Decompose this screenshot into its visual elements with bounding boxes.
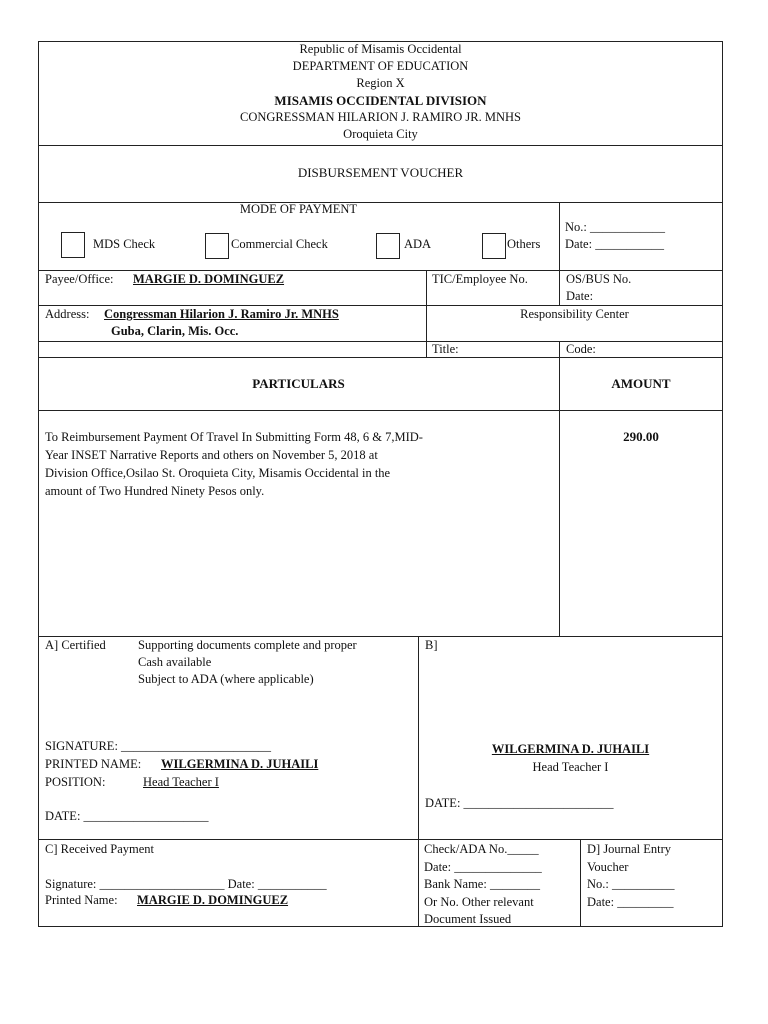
journal-entry-line: Date: _________ [587,894,674,909]
journal-entry-line: Voucher [587,859,629,874]
mds-check-label: MDS Check [93,237,156,251]
particulars-line: amount of Two Hundred Ninety Pesos only. [45,484,265,498]
header-region: Region X [356,76,405,90]
responsibility-center-label: Responsibility Center [520,307,629,321]
section-c-printed-name-value: MARGIE D. DOMINGUEZ [137,893,289,907]
mds-check-checkbox[interactable] [61,232,85,258]
check-ada-line: Bank Name: ________ [424,877,540,891]
title-label: Title: [432,342,459,356]
section-a-printed-name-label: PRINTED NAME: [45,757,142,771]
code-label: Code: [566,342,596,356]
divider [38,410,723,411]
payee-value: MARGIE D. DOMINGUEZ [133,272,285,286]
section-a-signature-field[interactable]: SIGNATURE: ________________________ [45,739,272,753]
certified-item: Subject to ADA (where applicable) [138,672,314,686]
check-ada-line: Date: ______________ [424,859,542,874]
check-ada-block [424,841,542,929]
section-b-position: Head Teacher I [532,760,609,774]
section-c-printed-name-label: Printed Name: [45,893,118,907]
others-checkbox[interactable] [482,233,506,259]
header-republic: Republic of Misamis Occidental [299,42,462,56]
tic-employee-label: TIC/Employee No. [432,272,528,286]
header-school: CONGRESSMAN HILARION J. RAMIRO JR. MNHS [240,110,521,124]
journal-entry-block [587,841,675,911]
commercial-check-label: Commercial Check [231,237,328,251]
particulars-line: To Reimbursement Payment Of Travel In Submitting Form 48, 6 & 7,MID- [45,430,423,444]
certified-item: Supporting documents complete and proper [138,638,357,652]
section-a-date-field[interactable]: DATE: ____________________ [45,809,209,823]
check-ada-line: Or No. Other relevant [424,894,534,909]
section-b-label: B] [425,638,438,652]
header-city: Oroquieta City [343,127,418,141]
header-division: MISAMIS OCCIDENTAL DIVISION [274,93,487,108]
divider [38,341,723,342]
others-label: Others [507,237,541,251]
section-a-printed-name-value: WILGERMINA D. JUHAILI [161,757,319,771]
page-title: DISBURSEMENT VOUCHER [297,165,464,180]
header-department: DEPARTMENT OF EDUCATION [292,59,469,73]
amount-header: AMOUNT [611,376,671,391]
section-c-signature-field[interactable]: Signature: ____________________ Date: ___________ [45,877,327,891]
divider [38,357,723,358]
journal-entry-line: D] Journal Entry [587,842,672,856]
section-a-label: A] Certified [45,638,106,652]
os-date-label: Date: [566,289,594,303]
particulars-text [45,428,497,500]
divider [418,636,419,927]
payee-label: Payee/Office: [45,272,114,286]
divider [559,202,560,270]
address-line1: Congressman Hilarion J. Ramiro Jr. MNHS [104,307,339,321]
particulars-line: Year INSET Narrative Reports and others on November 5, 2018 at [45,448,378,462]
os-bus-label: OS/BUS No. [566,272,632,286]
section-c-label: C] Received Payment [45,842,154,856]
mode-of-payment-heading: MODE OF PAYMENT [239,202,358,216]
divider [580,839,581,927]
divider [38,839,723,840]
journal-entry-line: No.: __________ [587,877,675,891]
section-a-position-label: POSITION: [45,775,106,789]
commercial-check-checkbox[interactable] [205,233,229,259]
check-ada-line: Document Issued [424,912,512,926]
certified-item: Cash available [138,655,212,669]
amount-value: 290.00 [623,429,659,444]
divider [38,145,723,146]
ada-checkbox[interactable] [376,233,400,259]
section-b-date-field[interactable]: DATE: ________________________ [425,796,614,810]
voucher-number-field[interactable]: No.: ____________ [565,220,665,234]
voucher-date-field[interactable]: Date: ___________ [565,237,664,251]
check-ada-line: Check/ADA No._____ [424,842,539,856]
particulars-line: Division Office,Osilao St. Oroquieta City, Misamis Occidental in the [45,466,391,480]
ada-label: ADA [404,237,432,251]
section-a-position-value: Head Teacher I [143,775,219,789]
address-label: Address: [45,307,90,321]
section-b-name: WILGERMINA D. JUHAILI [491,742,650,756]
particulars-header: PARTICULARS [252,376,345,391]
divider [559,270,560,305]
address-line2: Guba, Clarin, Mis. Occ. [111,324,239,338]
